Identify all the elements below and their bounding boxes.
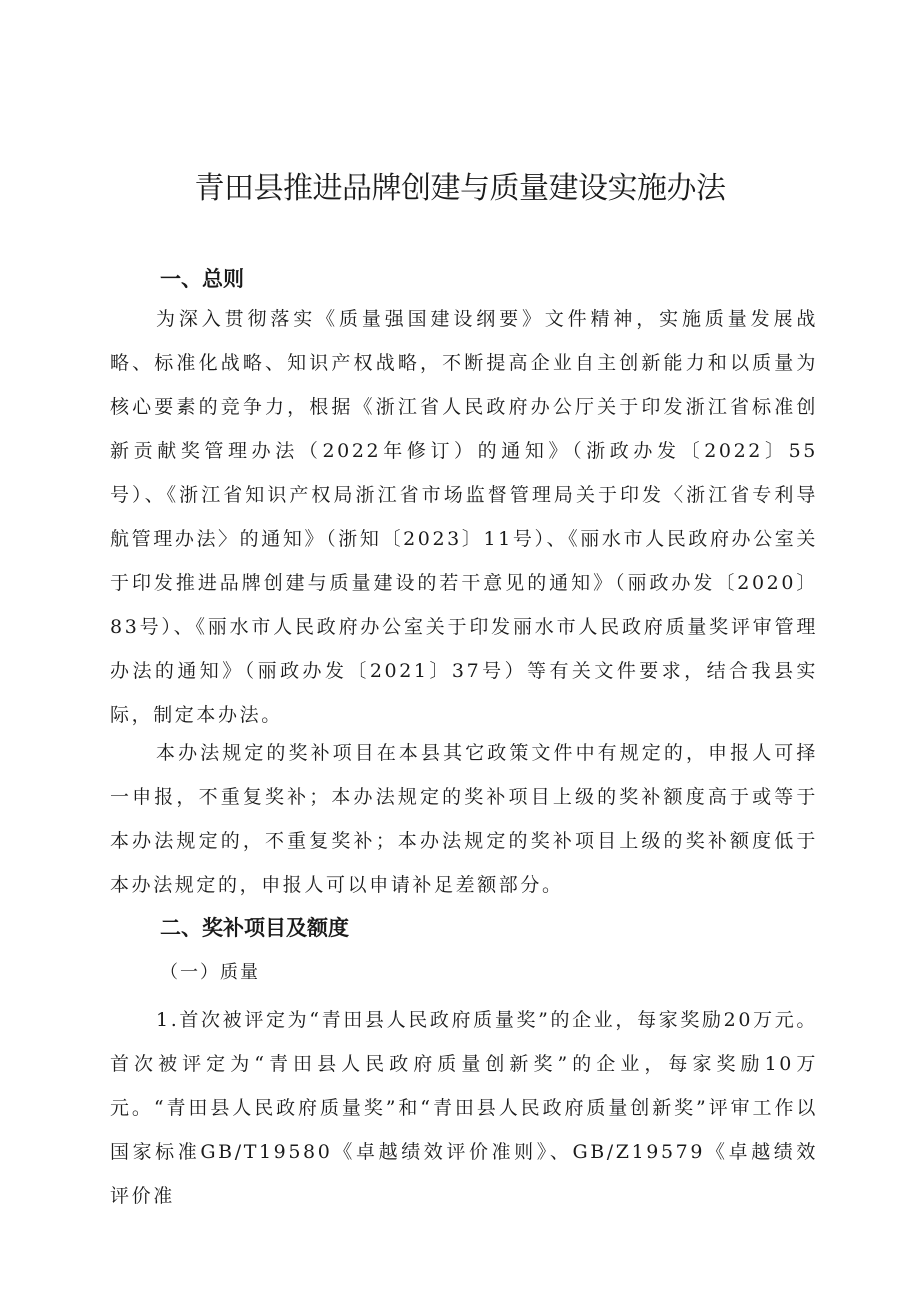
paragraph-quality-award: 1.首次被评定为“青田县人民政府质量奖”的企业，每家奖励20万元。首次被评定为“青田县人民政府质量创新奖”的企业，每家奖励10万元。“青田县人民政府质量奖”和“青田县人民政府质量创新奖”评审工作以国家标准GB/T19580《卓越绩效评价准则》、GB/Z19579《卓越绩效评价准 [110, 1009, 818, 1207]
paragraph-basis: 为深入贯彻落实《质量强国建设纲要》文件精神，实施质量发展战略、标准化战略、知识产权战略，不断提高企业自主创新能力和以质量为核心要素的竞争力，根据《浙江省人民政府办公厅关于印发浙江省标准创新贡献奖管理办法（2022年修订）的通知》（浙政办发〔2022〕55号）、《浙江省知识产权局浙江省市场监督管理局关于印发〈浙江省专利导航管理办法〉的通知》（浙知〔2023〕11号）、《丽水市人民政府办公室关于印发推进品牌创建与质量建设的若干意见的通知》（丽政办发〔2020〕83号）、《丽水市人民政府办公室关于印发丽水市人民政府质量奖评审管理办法的通知》（丽政办发〔2021〕37号）等有关文件要求，结合我县实际，制定本办法。 [110, 308, 818, 726]
paragraph-no-duplicate: 本办法规定的奖补项目在本县其它政策文件中有规定的，申报人可择一申报，不重复奖补；本办法规定的奖补项目上级的奖补额度高于或等于本办法规定的，不重复奖补；本办法规定的奖补项目上级的奖补额度低于本办法规定的，申报人可以申请补足差额部分。 [110, 742, 818, 896]
subsection-heading-quality: （一）质量 [160, 962, 260, 983]
document-title: 青田县推进品牌创建与质量建设实施办法 [194, 171, 726, 206]
section-heading-general: 一、总则 [160, 267, 244, 291]
section-heading-awards: 二、奖补项目及额度 [160, 916, 349, 940]
